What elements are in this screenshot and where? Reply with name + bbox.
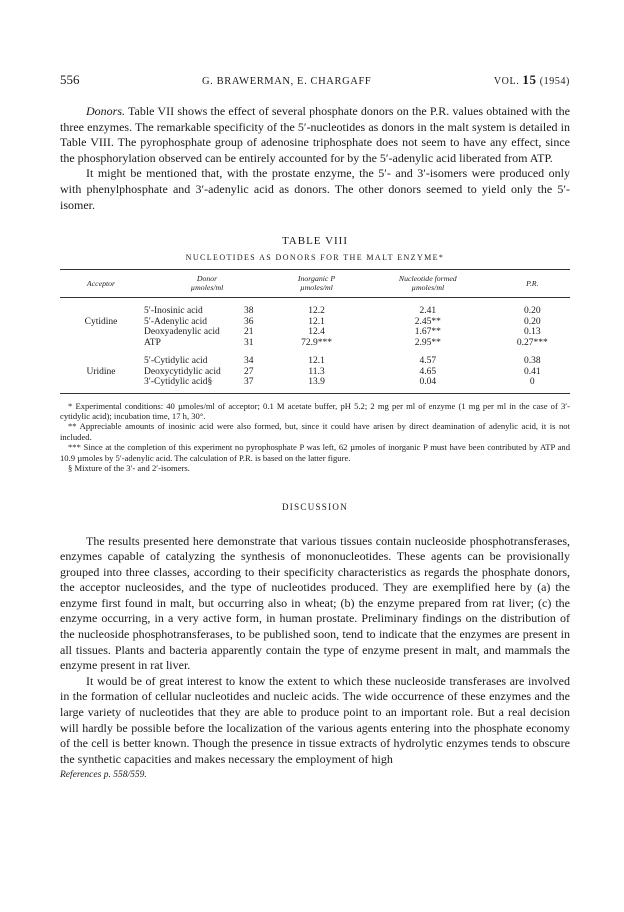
cell-inorganic-p: 13.9 (272, 377, 361, 393)
table-header-row (60, 270, 570, 298)
cell-umoles: 38 (244, 306, 254, 317)
table-row (60, 338, 570, 349)
table-row (60, 298, 570, 317)
cell-pr: 0.38 (523, 356, 541, 367)
cell-inorganic-p: 11.3 (308, 366, 325, 377)
page-number: 556 (60, 72, 80, 87)
donors-text: Table VII shows the effect of several phosphate donors on the P.R. values obtained with the three enzymes. The remarkable specificity of the 5′-nucleotides as donors in the malt system is detailed in Table VIII. The pyrophosphate group of adenosine triphosphate does not seem to have any effect, since the phosphorylation observed can be entirely accounted for by the 5′-adenylic acid liberated from ATP. (60, 104, 570, 165)
running-head (60, 72, 570, 88)
cell-pr: 0.27*** (516, 337, 548, 348)
header-inorganic-p (272, 270, 361, 298)
authors: G. BRAWERMAN, E. CHARGAFF (202, 76, 372, 87)
cell-nucleotide: 2.45** (414, 316, 441, 327)
cell-umoles: 37 (242, 377, 272, 393)
cell-nucleotide: 0.04 (361, 377, 495, 393)
cell-inorganic-p: 12.1 (308, 356, 325, 367)
cell-umoles: 27 (244, 366, 254, 377)
cell-pr: 0.20 (523, 306, 541, 317)
volume-year: (1954) (539, 76, 570, 87)
page (60, 72, 570, 780)
section-heading: DISCUSSION (281, 501, 348, 512)
cell-umoles: 31 (244, 337, 254, 348)
table-caption: NUCLEOTIDES AS DONORS FOR THE MALT ENZYME* (185, 253, 445, 263)
header-donor-label: Donor (196, 274, 218, 284)
isomer-paragraph: It might be mentioned that, with the prostate enzyme, the 5′- and 3′-isomers were produced only with phenylphosphate and 3′-adenylic acid as donors. The other donors seemed to yield only the 5′-isomer. (60, 166, 570, 212)
footnote: *** Since at the completion of this experiment no pyrophosphate P was left, 62 µmoles of inorganic P must have been contributed by ATP and 10.9 µmoles by 5′-adenylic acid. The calculation of P.R. is based on the latter figure. (60, 442, 570, 463)
cell-donor: 5′-Inosinic acid (144, 306, 203, 317)
cell-inorganic-p: 12.1 (308, 316, 325, 327)
donors-heading: Donors. (86, 104, 126, 118)
cell-pr: 0.41 (523, 366, 541, 377)
cell-donor: Deoxycytidylic acid (144, 366, 221, 377)
cell-donor: 3′-Cytidylic acid§ (142, 377, 242, 393)
header-acceptor: Acceptor (60, 270, 142, 298)
footnote: § Mixture of the 3′- and 2′-isomers. (68, 463, 190, 474)
header-donor-unit: µmoles/ml (190, 283, 224, 293)
cell-acceptor (60, 377, 142, 393)
donors-paragraph (60, 104, 570, 166)
table-footnotes (60, 401, 570, 474)
table-row (60, 348, 570, 367)
cell-acceptor: Uridine (86, 366, 116, 377)
cell-nucleotide: 2.95** (414, 337, 441, 348)
cell-acceptor (60, 338, 142, 349)
volume-label: VOL. (493, 76, 520, 87)
discussion-paragraph: It would be of great interest to know the extent to which these nucleoside transferases are involved in the formation of cellular nucleotides and nucleic acids. The wide occurrence of these enzymes and the large variety of nucleotides that they are able to produce point to an important role. But a real decision will hardly be possible before the localization of the various agents entering into the phosphate economy of the cell is better known. Though the presence in tissue extracts of hydrolytic enzymes tends to obscure the synthetic capacities and makes necessary the employment of high (60, 673, 570, 766)
cell-acceptor: Cytidine (84, 316, 118, 327)
cell-nucleotide: 4.57 (419, 356, 437, 367)
volume-number: 15 (522, 72, 537, 87)
cell-umoles: 21 (244, 327, 254, 338)
volume-info (494, 72, 570, 88)
header-inorganic-label: Inorganic P (297, 274, 336, 284)
cell-nucleotide: 1.67** (414, 327, 441, 338)
table-row (60, 327, 570, 338)
references-note: References p. 558/559. (60, 770, 147, 781)
cell-pr: 0.13 (523, 327, 541, 338)
cell-donor: 5′-Adenylic acid (144, 316, 208, 327)
nucleotide-donor-table (60, 269, 570, 394)
cell-pr: 0 (495, 377, 570, 393)
header-pr: P.R. (495, 270, 570, 298)
footnote: * Experimental conditions: 40 µmoles/ml of acceptor; 0.1 M acetate buffer, pH 5.2; 2 mg per ml of enzyme (1 mg per ml in the case of 3′-cytidylic acid); incubation time, 17 h, 30°. (60, 400, 570, 422)
cell-inorganic-p: 12.2 (308, 306, 325, 317)
cell-inorganic-p: 72.9*** (301, 337, 332, 348)
header-donor (142, 270, 272, 298)
cell-pr: 0.20 (523, 316, 541, 327)
cell-acceptor (60, 298, 142, 317)
header-nucleotide-label: Nucleotide formed (398, 274, 457, 284)
cell-umoles: 36 (244, 316, 254, 327)
header-nucleotide-unit: µmoles/ml (411, 283, 445, 293)
cell-acceptor (60, 327, 142, 338)
table-row (60, 367, 570, 378)
cell-donor: 5′-Cytidylic acid (144, 356, 208, 367)
table-row (60, 377, 570, 393)
header-inorganic-unit: µmoles/ml (300, 283, 333, 293)
footnote: ** Appreciable amounts of inosinic acid were also formed, but, since it could have arisen by direct deamination of adenylic acid, it is not included. (60, 421, 570, 442)
header-nucleotide-formed (361, 270, 495, 298)
table-title: TABLE VIII (281, 235, 349, 248)
cell-umoles: 34 (244, 356, 254, 367)
discussion-paragraph: The results presented here demonstrate that various tissues contain nucleoside phosphotransferases, enzymes capable of catalyzing the synthesis of mononucleotides. These agents can be provisionally grouped into three classes, according to their specificity characteristics as regards the phosphate donors, the acceptor nucleosides, and the type of nucleotides produced. They are exemplified here by (a) the enzyme first found in malt, but occurring also in wheat; (b) the enzyme prepared from rat liver; (c) the enzyme occurring, in a very active form, in human prostate. Preliminary findings on the distribution of the nucleoside phosphotransferases, to be published soon, tend to indicate that the enzymes are present in all tissues. Plants and bacteria apparently contain the type of enzyme present in malt, and mammals the enzyme present in rat liver. (60, 533, 570, 673)
cell-inorganic-p: 12.4 (308, 327, 325, 338)
cell-acceptor (60, 348, 142, 367)
table-row (60, 317, 570, 328)
cell-nucleotide: 4.65 (419, 366, 437, 377)
cell-nucleotide: 2.41 (419, 306, 437, 317)
cell-donor: ATP (144, 337, 161, 348)
cell-donor: Deoxyadenylic acid (144, 327, 220, 338)
